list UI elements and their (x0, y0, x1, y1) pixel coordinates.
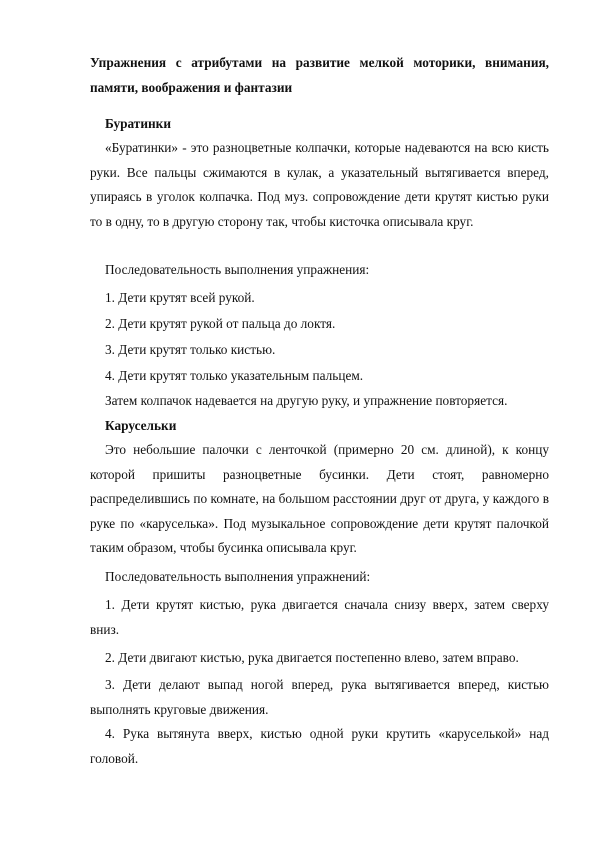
list-item: 4. Рука вытянута вверх, кистью одной руки крутить «каруселькой» над головой. (90, 726, 549, 766)
sequence-label: Последовательность выполнения упражнения: (105, 262, 370, 277)
list-item: 2. Дети крутят рукой от пальца до локтя. (105, 316, 336, 331)
section-intro-karuselki: Это небольшие палочки с ленточкой (примерно 20 см. длиной), к концу которой пришиты разноцветные бусинки. Дети стоят, равномерно распределившись по комнате, на большом расстоянии друг от друга, у каждого в руке по «каруселька». Под музыкальное сопровождение дети крутят палочкой таким образом, чтобы бусинка описывала круг. (90, 442, 549, 556)
list-item: 2. Дети двигают кистью, рука двигается постепенно влево, затем вправо. (105, 650, 519, 665)
section-heading-karuselki: Карусельки (105, 418, 177, 433)
list-item: 4. Дети крутят только указательным пальцем. (105, 368, 364, 383)
section-intro-buratinki: «Буратинки» - это разноцветные колпачки, которые надеваются на всю кисть руки. Все пальцы сжимаются в кулак, а указательный вытягивается вперед, упираясь в уголок колпачка. Под муз. сопровождение дети крутят кистью руки то в одну, то в другую сторону так, чтобы кисточка описывала круг. (90, 140, 549, 229)
document-title: Упражнения с атрибутами на развитие мелкой моторики, внимания, памяти, воображения и фантазии (90, 55, 549, 95)
list-item: 1. Дети крутят всей рукой. (105, 290, 255, 305)
list-item: 3. Дети делают выпад ногой вперед, рука вытягивается вперед, кистью выполнять круговые движения. (90, 677, 549, 717)
sequence-label: Последовательность выполнения упражнений: (105, 569, 371, 584)
list-item: 3. Дети крутят только кистью. (105, 342, 276, 357)
section-closing: Затем колпачок надевается на другую руку, и упражнение повторяется. (105, 393, 508, 408)
section-heading-buratinki: Буратинки (105, 116, 171, 131)
list-item: 1. Дети крутят кистью, рука двигается сначала снизу вверх, затем сверху вниз. (90, 597, 549, 637)
